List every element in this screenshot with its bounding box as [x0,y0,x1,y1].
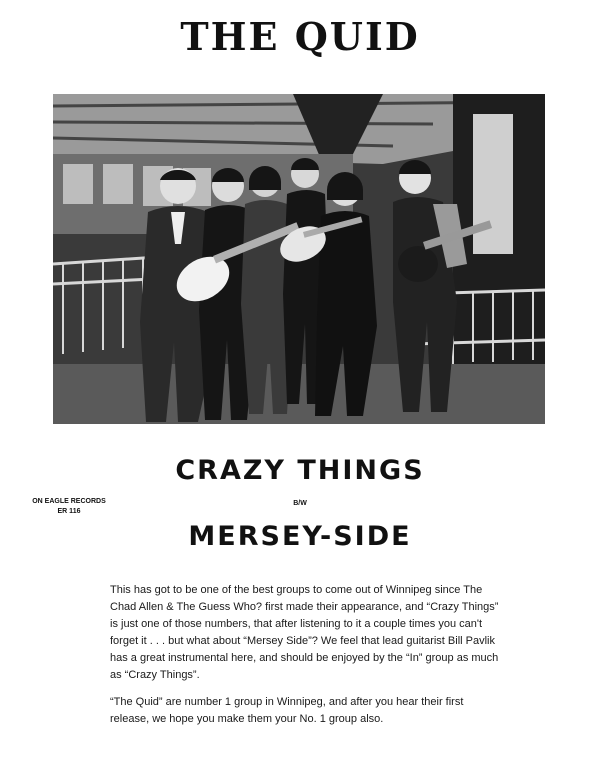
song-title-a-side: CRAZY THINGS [175,455,425,486]
description-paragraph-2: “The Quid” are number 1 group in Winnipeg, and after you hear their first release, we hope you make them your No. 1 group also. [110,696,464,725]
catalog-number: ER 116 [57,508,81,515]
backed-with-label: B/W [293,500,307,507]
song-title-b-side: MERSEY-SIDE [188,521,412,552]
description-paragraph-1: This has got to be one of the best groups to come out of Winnipeg since The Chad Allen & The Guess Who? first made their appearance, and “Crazy Things” is just one of those numbers, that after listening to it a couple times you can't forget it . . . but what about “Mersey Side”? We feel that lead guitarist Bill Pavlik has a great instrumental here, and should be enjoyed by the “In” group as much as “Crazy Things”. [110,584,499,681]
page-title: THE QUID [180,14,420,59]
band-photo-image [53,94,545,424]
band-photo [53,94,545,424]
record-label-name: ON EAGLE RECORDS [32,498,106,505]
description-text [110,582,500,738]
